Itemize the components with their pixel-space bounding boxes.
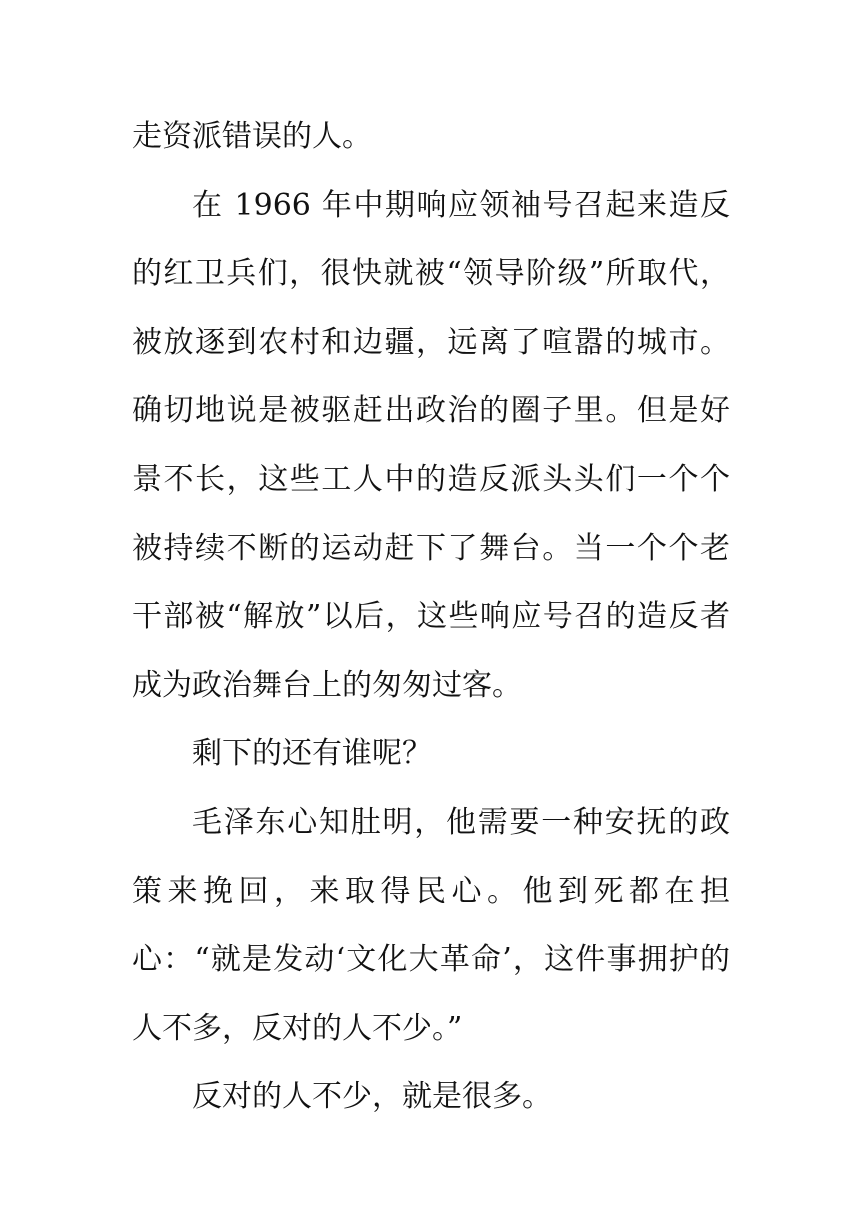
paragraph-mao-quote: 毛泽东心知肚明，他需要一种安抚的政策来挽回，来取得民心。他到死都在担心：“就是发动‘文化大革命’，这件事拥护的人不多，反对的人不少。” bbox=[132, 804, 730, 1046]
paragraph-question: 剩下的还有谁呢？ bbox=[192, 736, 432, 772]
paragraph-conclusion: 反对的人不少，就是很多。 bbox=[192, 1079, 552, 1115]
body-text bbox=[132, 103, 730, 1132]
paragraph-continuation: 走资派错误的人。 bbox=[132, 119, 372, 154]
paragraph-red-guards: 在 1966 年中期响应领袖号召起来造反的红卫兵们，很快就被“领导阶级”所取代，被放逐到农村和边疆，远离了喧嚣的城市。确切地说是被驱赶出政治的圈子里。但是好景不长，这些工人中的造反派头头们一个个被持续不断的运动赶下了舞台。当一个个老干部被“解放”以后，这些响应号召的造反者成为政治舞台上的匆匆过客。 bbox=[132, 187, 730, 703]
